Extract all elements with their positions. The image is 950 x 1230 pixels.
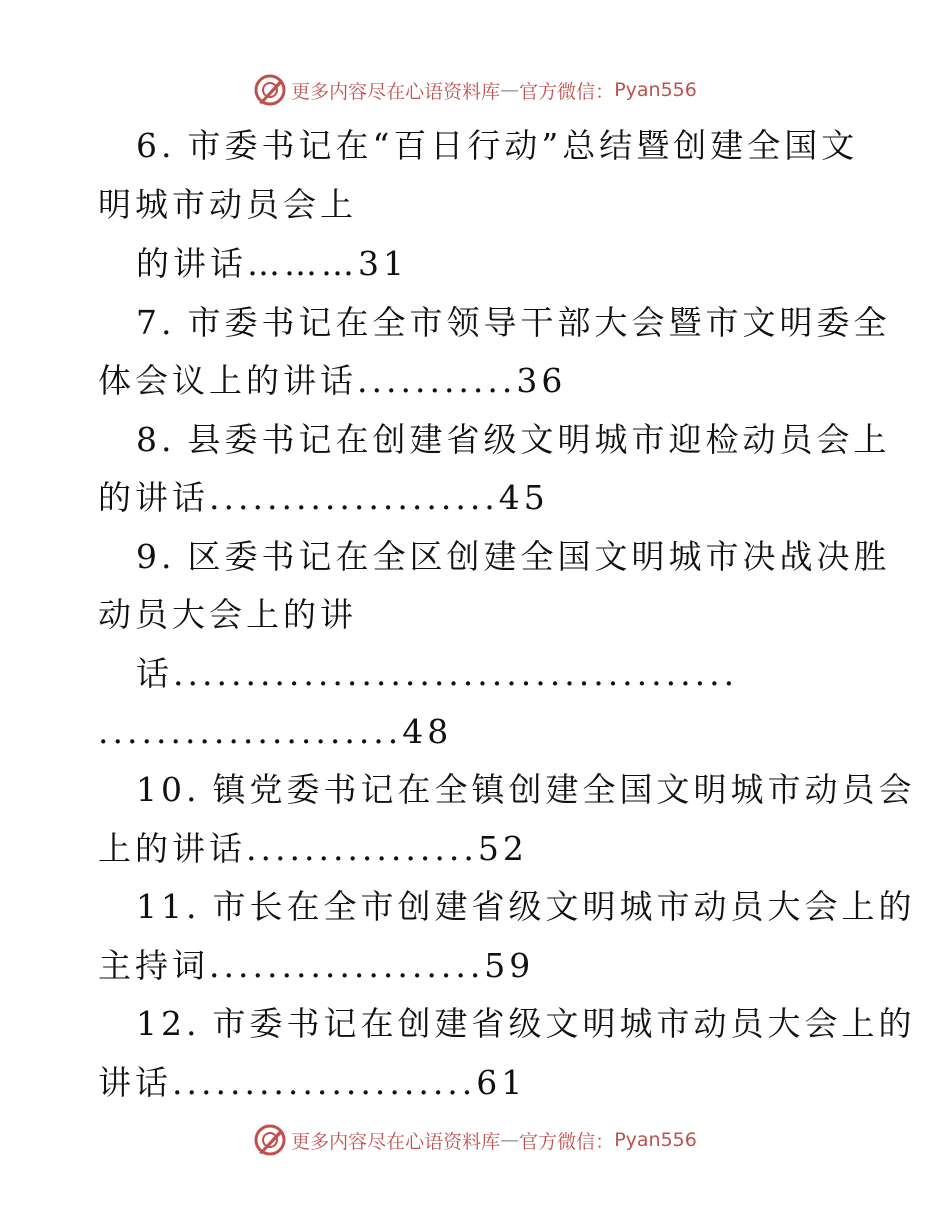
toc-entry-10-line2: 上的讲话................52 (98, 829, 528, 868)
toc-entry-6-line2: 明城市动员会上 (98, 185, 357, 224)
banner-wechat-id: Pyan556 (614, 79, 697, 101)
toc-entry-title: 镇党委书记在全镇创建全国文明城市动员会 (212, 770, 916, 809)
toc-entry-number: 9. (136, 537, 176, 576)
toc-entry-title: 市委书记在全市领导干部大会暨市文明委全 (187, 303, 891, 342)
pen-logo-icon (253, 1123, 287, 1157)
banner-text: 更多内容尽在心语资料库 (291, 1130, 501, 1153)
toc-entry-12-line2: 讲话.....................61 (98, 1063, 527, 1102)
banner-official: 官方微信： (519, 1130, 615, 1153)
toc-entry-title: 区委书记在全区创建全国文明城市决战决胜 (187, 537, 891, 576)
toc-entry-9-line4: .....................48 (98, 712, 453, 751)
toc-entry-10-line1 (136, 770, 915, 810)
banner-official: 官方微信： (519, 80, 615, 103)
toc-entry-number: 10. (136, 770, 201, 809)
toc-entry-title: 县委书记在创建省级文明城市迎检动员会上 (187, 420, 891, 459)
toc-entry-7-line2: 体会议上的讲话...........36 (98, 361, 567, 400)
banner-dash: — (500, 79, 520, 101)
toc-entry-title: 市委书记在创建省级文明城市动员大会上的 (212, 1004, 916, 1043)
toc-entry-title: 市委书记在“百日行动”总结暨创建全国文 (187, 126, 859, 165)
toc-entry-6-line3: 的讲话………31 (136, 244, 408, 283)
toc-entry-7-line1 (136, 303, 891, 343)
toc-entry-8-line1 (136, 420, 891, 460)
toc-entry-number: 7. (136, 303, 176, 342)
toc-entry-9-line3: 话....................................... (136, 654, 739, 693)
toc-entry-title: 市长在全市创建省级文明城市动员大会上的 (212, 887, 916, 926)
toc-entry-8-line2: 的讲话....................45 (98, 478, 549, 517)
footer-banner (0, 1118, 950, 1162)
banner-dash: — (500, 1129, 520, 1151)
toc-entry-9-line1 (136, 537, 891, 577)
toc-entry-number: 8. (136, 420, 176, 459)
toc-entry-11-line1 (136, 887, 915, 927)
toc-entry-6-line1 (136, 126, 858, 166)
toc-entry-number: 11. (136, 887, 201, 926)
banner-text: 更多内容尽在心语资料库 (291, 80, 501, 103)
banner-wechat-id: Pyan556 (614, 1129, 697, 1151)
toc-entry-number: 12. (136, 1004, 201, 1043)
toc-entry-11-line2: 主持词...................59 (98, 946, 535, 985)
toc-entry-12-line1 (136, 1004, 915, 1044)
toc-entry-number: 6. (136, 126, 176, 165)
toc-entry-9-line2: 动员大会上的讲 (98, 595, 357, 634)
